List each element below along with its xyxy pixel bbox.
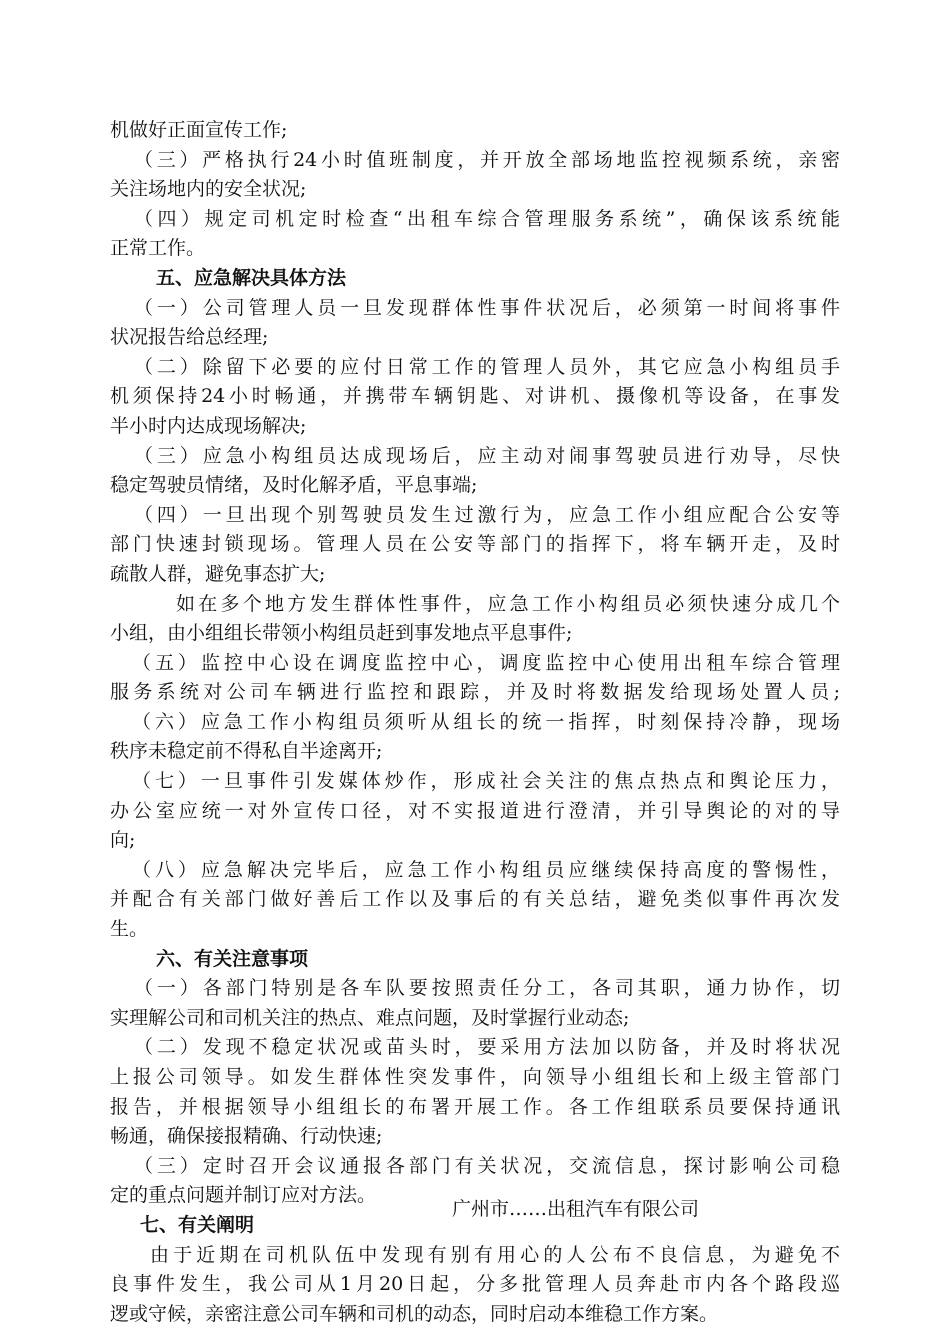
text-line: 办公室应统一对外宣传口径，对不实报道进行澄清，并引导舆论的对的导	[110, 799, 840, 822]
text-line: 生。	[110, 918, 149, 941]
signature-company: 广州市……出租汽车有限公司	[452, 1198, 700, 1220]
text-line: 定的重点问题并制订应对方法。	[110, 1184, 377, 1207]
text-line: 报告，并根据领导小组组长的布署开展工作。各工作组联系员要保持通讯	[110, 1095, 840, 1118]
text-line: （八）应急解决完毕后，应急工作小构组员应继续保持高度的警惕性，	[132, 858, 840, 881]
text-line: 状况报告给总经理;	[110, 326, 269, 349]
text-line: （三）严格执行24小时值班制度，并开放全部场地监控视频系统，亲密	[134, 148, 840, 171]
section-heading: 六、有关注意事项	[156, 947, 309, 970]
text-line: 向;	[110, 829, 136, 852]
text-line: 稳定驾驶员情绪，及时化解矛盾，平息事端;	[110, 474, 478, 497]
text-line: （一）公司管理人员一旦发现群体性事件状况后，必须第一时间将事件	[134, 296, 840, 319]
section-heading: 五、应急解决具体方法	[156, 266, 347, 289]
text-line: 小组，由小组组长带领小构组员赶到事发地点平息事件;	[110, 622, 573, 645]
text-line: （三）定时召开会议通报各部门有关状况，交流信息，探讨影响公司稳	[134, 1154, 840, 1177]
text-line: 实理解公司和司机关注的热点、难点问题，及时掌握行业动态;	[110, 1006, 630, 1029]
text-line: （四）规定司机定时检查“出租车综合管理服务系统”，确保该系统能	[134, 207, 840, 230]
text-line: 如在多个地方发生群体性事件，应急工作小构组员必须快速分成几个	[176, 592, 840, 615]
text-line: 上报公司领导。如发生群体性突发事件，向领导小组组长和上级主管部门	[110, 1066, 840, 1088]
text-line: （四）一旦出现个别驾驶员发生过激行为，应急工作小组应配合公安等	[134, 503, 840, 526]
text-line: 半小时内达成现场解决;	[110, 414, 307, 437]
section-heading: 七、有关阐明	[140, 1213, 255, 1236]
text-line: 关注场地内的安全状况;	[110, 178, 307, 201]
text-line: 良事件发生，我公司从1月20日起，分多批管理人员奔赴市内各个路段巡	[110, 1273, 840, 1296]
text-line: （三）应急小构组员达成现场后，应主动对闹事驾驶员进行劝导，尽快	[134, 444, 840, 467]
text-line: 并配合有关部门做好善后工作以及事后的有关总结，避免类似事件再次发	[110, 888, 840, 911]
text-line: （五）监控中心设在调度监控中心，调度监控中心使用出租车综合管理	[132, 651, 840, 674]
text-line: （一）各部门特别是各车队要按照责任分工，各司其职，通力协作，切	[134, 977, 840, 1000]
text-line: 疏散人群，避免事态扩大;	[110, 562, 326, 585]
text-line: 秩序未稳定前不得私自半途离开;	[110, 740, 383, 763]
text-line: 机做好正面宣传工作;	[110, 119, 288, 141]
text-line: 由于近期在司机队伍中发现有别有用心的人公布不良信息，为避免不	[150, 1243, 840, 1266]
text-line: （二）发现不稳定状况或苗头时，要采用方法加以防备，并及时将状况	[134, 1036, 840, 1059]
text-line: 正常工作。	[110, 237, 206, 260]
text-line: 逻或守候，亲密注意公司车辆和司机的动态，同时启动本维稳工作方案。	[110, 1302, 719, 1325]
text-line: （六）应急工作小构组员须听从组长的统一指挥，时刻保持冷静，现场	[132, 710, 840, 733]
text-line: （七）一旦事件引发媒体炒作，形成社会关注的焦点热点和舆论压力，	[132, 770, 840, 793]
text-line: 服务系统对公司车辆进行监控和跟踪，并及时将数据发给现场处置人员;	[110, 681, 840, 704]
document-body	[110, 116, 840, 1329]
text-line: （二）除留下必要的应付日常工作的管理人员外，其它应急小构组员手	[134, 355, 840, 378]
text-line: 畅通，确保接报精确、行动快速;	[110, 1125, 383, 1148]
text-line: 部门快速封锁现场。管理人员在公安等部门的指挥下，将车辆开走，及时	[110, 533, 840, 556]
text-line: 机须保持24小时畅通，并携带车辆钥匙、对讲机、摄像机等设备，在事发	[110, 385, 840, 408]
